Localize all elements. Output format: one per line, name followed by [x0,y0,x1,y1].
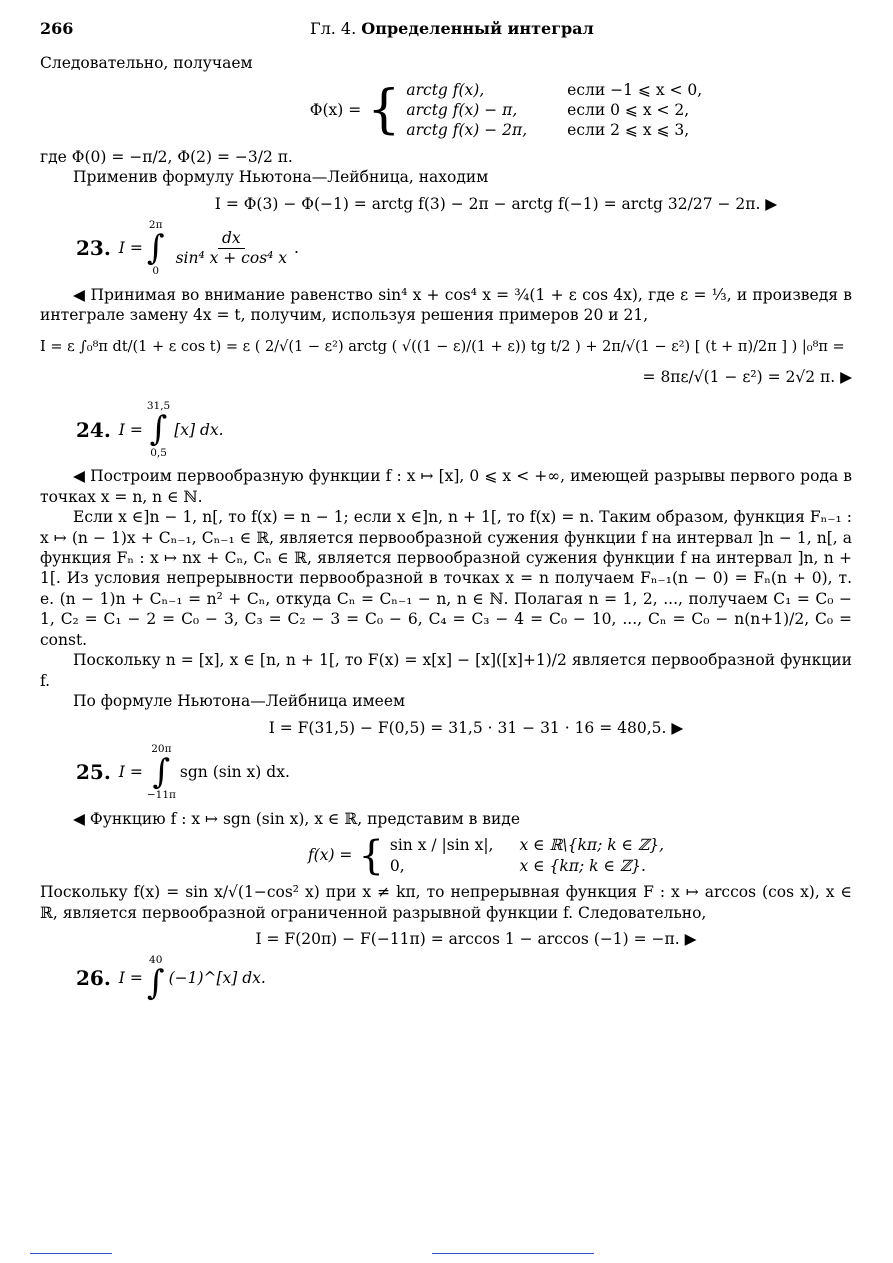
running-head [310,18,594,39]
footer-rule [432,1253,594,1254]
integrand-fraction [172,229,291,269]
paragraph: По формуле Ньютона—Лейбница имеем [73,692,406,711]
problem-number: 26. [76,966,111,991]
lower-limit: 0,5 [150,446,167,459]
chapter-number: Гл. 4. [310,19,357,38]
case-cond: если 2 ⩽ x ⩽ 3, [567,121,690,140]
problem-23 [76,220,852,277]
equation: I = Φ(3) − Φ(−1) = arctg f(3) − 2π − arctg f(−1) = arctg 32/27 − 2π. ▶ [214,194,778,213]
case-cond: x ∈ {kπ; k ∈ ℤ}. [519,856,646,875]
problem-24 [76,401,852,458]
equation: = 8πε/√(1 − ε²) = 2√2 π. ▶ [642,368,852,386]
integral-sign: 2π ∫ 0 [146,219,165,278]
paragraph: Поскольку n = [x], x ∈ [n, n + 1[, то F(x) = x[x] − [x]([x]+1)/2 является первообразной функции f. [40,651,852,690]
problem-lhs: I = [118,969,143,988]
chapter-title: Определенный интеграл [361,19,594,38]
page [40,18,852,1010]
paragraph: Применив формулу Ньютона—Лейбница, находим [73,168,489,187]
paragraph: ◀ Принимая во внимание равенство sin⁴ x + cos⁴ x = ¾(1 + ε cos 4x), где ε = ⅓, и произведя в интеграле замену 4x = t, получим, используя решения примеров 20 и 21, [40,285,852,325]
equation: I = ε ∫₀⁸π dt/(1 + ε cos t) = ε ( 2/√(1 − ε²) arctg ( √((1 − ε)/(1 + ε)) tg t/2 ) + 2π/√(1 − ε²) [ (t + π)/2π ] ) |₀⁸π = [40,338,845,355]
integrand: [x] dx. [174,420,224,439]
problem-number: 25. [76,760,111,785]
paragraph: ◀ Функцию f : x ↦ sgn (sin x), x ∈ ℝ, представим в виде [73,809,521,828]
upper-limit: 20π [151,743,172,756]
problem-number: 23. [76,236,111,261]
case-expr: sin x / |sin x|, [389,836,494,855]
problem-lhs: I = [118,239,143,258]
case-cond: x ∈ ℝ\{kπ; k ∈ ℤ}, [519,836,665,855]
paragraph: Поскольку f(x) = sin x/√(1−cos² x) при x ≠ kπ, то непрерывная функция F : x ↦ arccos (cos x), x ∈ ℝ, является первообразной ограниченной разрывной функции f. Следовательно, [40,883,852,922]
page-header [40,18,852,39]
integrand: (−1)^[x] dx. [168,969,266,988]
paragraph: Если x ∈]n − 1, n[, то f(x) = n − 1; если x ∈]n, n + 1[, то f(x) = n. Таким образом, функция Fₙ₋₁ : x ↦ (n − 1)x + Cₙ₋₁, Cₙ₋₁ ∈ ℝ, является первообразной сужения функции f на интервал ]n − 1, n[, а функция Fₙ : x ↦ nx + Cₙ, Cₙ ∈ ℝ, является первообразной сужения функции f на интервал ]n, n + 1[. Из условия непрерывности первообразной в точках x = n получаем Fₙ₋₁(n − 0) = Fₙ(n + 0), т. е. (n − 1)n + Cₙ₋₁ = n² + Cₙ, откуда Cₙ = Cₙ₋₁ − n, n ∈ ℕ. Полагая n = 1, 2, ..., получаем C₁ = C₀ − 1, C₂ = C₁ − 2 = C₀ − 3, C₃ = C₂ − 3 = C₀ − 6, C₄ = C₃ − 4 = C₀ − 10, ..., Cₙ = C₀ − n(n+1)/2, C₀ = const. [40,508,852,649]
upper-limit: 31,5 [146,400,171,413]
problem-lhs: I = [118,420,143,439]
paragraph: ◀ Построим первообразную функции f : x ↦ [x], 0 ⩽ x < +∞, имеющей разрывы первого рода в точках x = n, n ∈ ℕ. [40,467,852,506]
f-cases [390,835,664,876]
left-brace: { [367,80,401,141]
case-expr: arctg f(x) − π, [406,101,518,120]
left-brace: { [358,832,384,879]
paragraph: где Φ(0) = −π/2, Φ(2) = −3/2 π. [40,147,293,166]
phi-definition [160,80,852,141]
f-definition [120,832,852,879]
integral-sign: 40 ∫ [146,954,165,1003]
case-expr: arctg f(x), [406,80,485,99]
f-lhs: f(x) = [307,846,353,865]
footer-rule [30,1253,112,1254]
case-cond: если −1 ⩽ x < 0, [567,80,703,99]
lower-limit: 0 [152,265,160,278]
integrand: sgn (sin x) dx. [179,763,290,782]
denominator: sin⁴ x + cos⁴ x [175,249,288,268]
page-number: 266 [40,19,74,38]
lower-limit: −11π [146,789,176,802]
phi-cases [406,80,702,141]
paragraph: Следовательно, получаем [40,54,253,73]
problem-lhs: I = [118,763,143,782]
equation: I = F(31,5) − F(0,5) = 31,5 · 31 − 31 · 16 = 480,5. ▶ [268,718,684,737]
integral-sign: 20π ∫ −11π [146,743,176,802]
problem-25 [76,744,852,801]
phi-lhs: Φ(x) = [309,101,362,120]
case-cond: если 0 ⩽ x < 2, [567,101,690,120]
case-expr: arctg f(x) − 2π, [406,121,528,140]
integral-sign: 31,5 ∫ 0,5 [146,400,171,459]
case-expr: 0, [389,856,405,875]
upper-limit: 2π [148,219,163,232]
punctuation: . [294,239,299,258]
upper-limit: 40 [149,954,163,967]
numerator: dx [218,229,245,249]
problem-number: 24. [76,417,111,442]
equation: I = F(20π) − F(−11π) = arccos 1 − arccos (−1) = −π. ▶ [255,929,697,948]
problem-26 [76,955,852,1001]
